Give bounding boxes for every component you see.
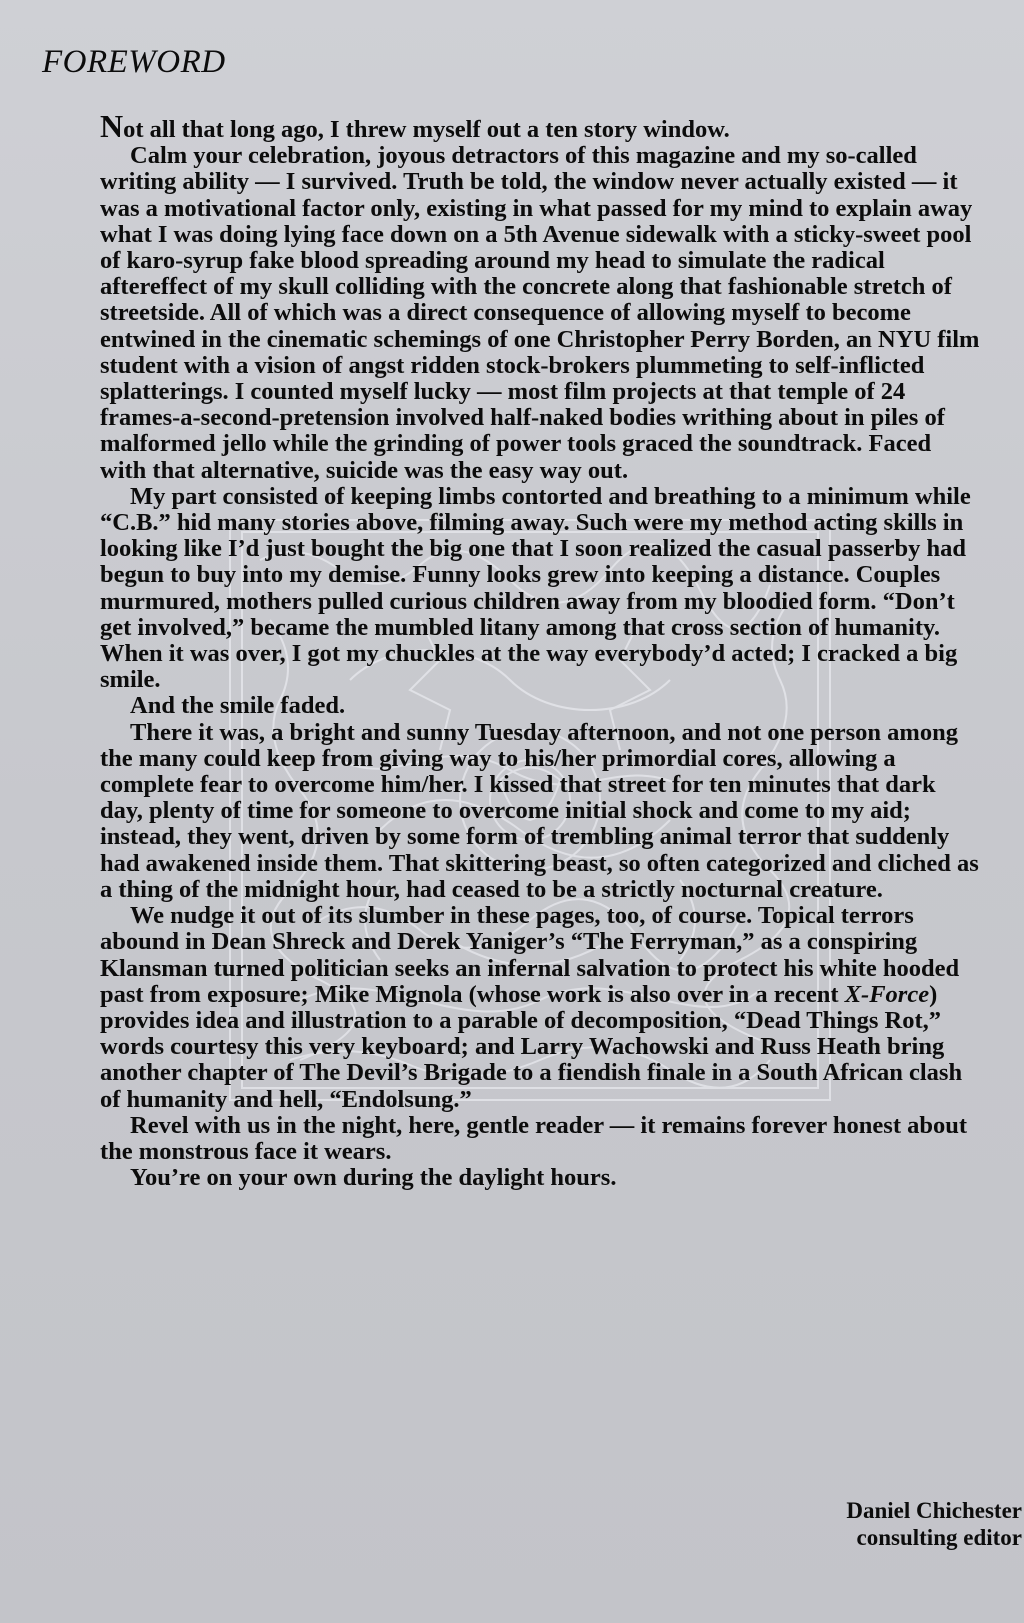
paragraph-2: Calm your celebration, joyous detractors of this magazine and my so-called writing ability — I survived. Truth be told, the window never actually existed — it was a motivational factor only, existing in what passed for my mind to explain away what I was doing lying face down on a 5th Avenue sidewalk with a sticky-sweet pool of karo-syrup fake blood spreading around my head to simulate the radical aftereffect of my skull colliding with the concrete along that fashionable stretch of streetside. All of which was a direct consequence of allowing myself to become entwined in the cinematic schemings of one Christopher Perry Borden, an NYU film student with a vision of angst ridden stock-brokers plummeting to self-inflicted splatterings. I counted myself lucky — most film projects at that temple of 24 frames-a-second-pretension involved half-naked bodies writhing about in piles of malformed jello while the grinding of power tools graced the soundtrack. Faced with that alternative, suicide was the easy way out. (100, 142, 980, 484)
paragraph-5: There it was, a bright and sunny Tuesday afternoon, and not one person among the many could keep from giving way to his/her primordial cores, allowing a complete fear to overcome him/her. I kissed that street for ten minutes that dark day, plenty of time for someone to overcome initial shock and come to my aid; instead, they went, driven by some form of trembling animal terror that suddenly had awakened inside them. That skittering beast, so often categorized and cliched as a thing of the midnight hour, had ceased to be a strictly nocturnal creature. (100, 718, 979, 903)
paragraph-3: My part consisted of keeping limbs contorted and breathing to a minimum while “C.B.” hid many stories above, filming away. Such were my method acting skills in looking like I’d just bought the big one that I soon realized the casual passerby had begun to buy into my demise. Funny looks grew into keeping a distance. Couples murmured, mothers pulled curious children away from my bloodied form. “Don’t get involved,” became the mumbled litany among that cross section of humanity. When it was over, I got my chuckles at the way everybody’d acted; I cracked a big smile. (100, 482, 971, 694)
paragraph-8: You’re on your own during the daylight hours. (130, 1164, 617, 1192)
signature-block (846, 1497, 1022, 1551)
paragraph-7: Revel with us in the night, here, gentle reader — it remains forever honest about the monstrous face it wears. (100, 1111, 968, 1165)
paragraph-6-text: We nudge it out of its slumber in these pages, too, of course. Topical terrors abound in Dean Shreck and Derek Yaniger’s “The Ferryman,” as a conspiring Klansman turned politician seeks an infernal salvation to protect his white hooded past from exposure; Mike Mignola (whose work is also over in a recent (100, 902, 960, 1008)
page-title: FOREWORD (42, 44, 226, 80)
paragraph-1-text: ot all that long ago, I threw myself out a ten story window. (123, 116, 730, 143)
author-name: Daniel Chichester (846, 1498, 1022, 1523)
magazine-title-italic: X-Force (844, 980, 930, 1008)
paragraph-6 (100, 903, 980, 1113)
paragraph-4: And the smile faded. (130, 692, 346, 720)
paragraph-6-text-after: ) provides idea and illustration to a parable of decomposition, “Dead Things Rot,” words courtesy this very keyboard; and Larry Wachowski and Russ Heath bring another chapter of The Devil’s Brigade to a fiendish finale in a South African clash of humanity and hell, “Endolsung.” (100, 980, 963, 1113)
drop-cap: N (100, 108, 124, 144)
foreword-body (100, 110, 980, 1191)
paragraph-1 (100, 110, 980, 143)
author-title: consulting editor (856, 1525, 1022, 1550)
